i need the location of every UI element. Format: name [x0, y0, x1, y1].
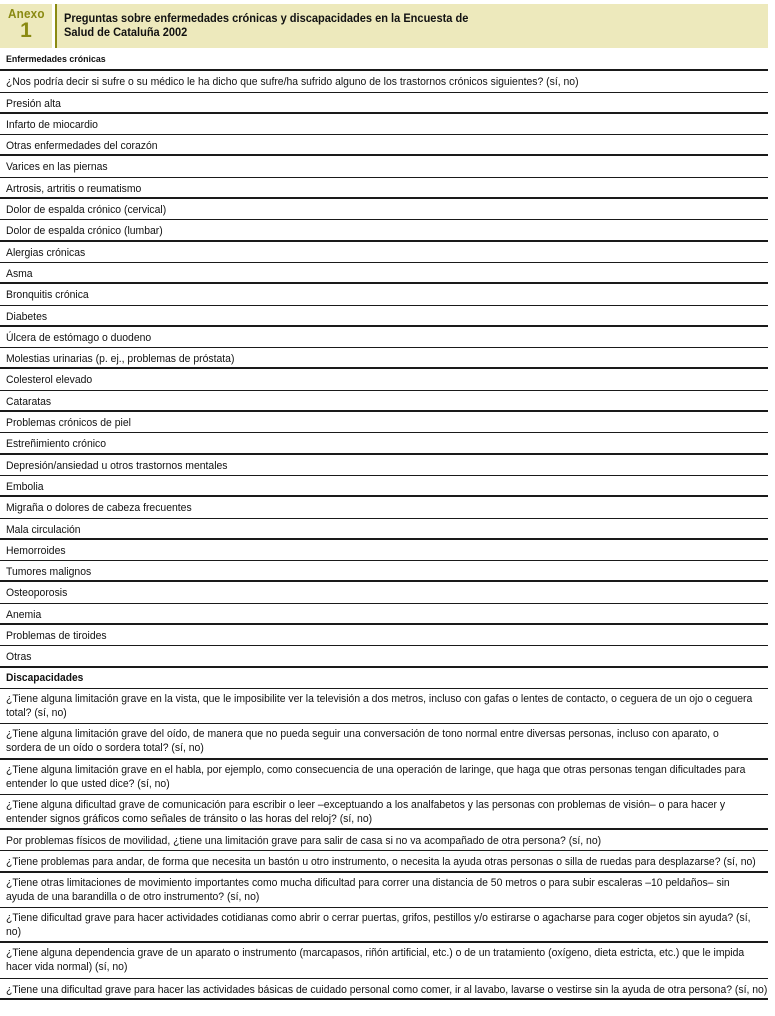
disability-item: ¿Tiene una dificultad grave para hacer las actividades básicas de cuidado personal como comer, ir al lavabo, lavarse o vestirse sin la ayuda de otra persona? (sí, no) — [0, 979, 768, 1000]
chronic-item: Úlcera de estómago o duodeno — [0, 327, 768, 348]
chronic-item: Bronquitis crónica — [0, 284, 768, 305]
chronic-item: Estreñimiento crónico — [0, 433, 768, 454]
disability-item: ¿Tiene problemas para andar, de forma que necesita un bastón u otro instrumento, o necesita la ayuda otras personas o silla de ruedas para desplazarse? (sí, no) — [0, 851, 768, 872]
chronic-item: Dolor de espalda crónico (cervical) — [0, 199, 768, 220]
chronic-item: Asma — [0, 263, 768, 284]
chronic-item: Colesterol elevado — [0, 369, 768, 390]
chronic-item: Otras enfermedades del corazón — [0, 135, 768, 156]
disability-item: ¿Tiene alguna dependencia grave de un aparato o instrumento (marcapasos, riñón artificial, etc.) o de un tratamiento (oxígeno, dieta estricta, etc.) que le impida hacer vida normal) (sí, no) — [0, 943, 768, 978]
annex-label: Anexo — [7, 6, 45, 21]
disability-item: ¿Tiene alguna limitación grave del oído, de manera que no pueda seguir una conversación de tono normal entre diversas personas, incluso con aparato, o sordera de un oído o sordera total? (sí, no) — [0, 724, 768, 759]
section-heading-chronic: Enfermedades crónicas — [0, 50, 768, 71]
annex-number: 1 — [20, 19, 32, 42]
chronic-item: Cataratas — [0, 391, 768, 412]
chronic-item: Varices en las piernas — [0, 156, 768, 177]
chronic-item: Mala circulación — [0, 519, 768, 540]
disability-item: ¿Tiene alguna limitación grave en el habla, por ejemplo, como consecuencia de una operación de laringe, que haga que otras personas tengan dificultades para entender lo que usted dice? (sí, no) — [0, 760, 768, 795]
disability-item: ¿Tiene alguna dificultad grave de comunicación para escribir o leer –exceptuando a los analfabetos y las personas con problemas de visión– o para hacer y entender signos gráficos como señales de tránsito o las horas del reloj? (sí, no) — [0, 795, 768, 830]
chronic-item: Molestias urinarias (p. ej., problemas de próstata) — [0, 348, 768, 369]
disability-item: Por problemas físicos de movilidad, ¿tiene una limitación grave para salir de casa si no va acompañado de otra persona? (sí, no) — [0, 830, 768, 851]
disability-item: ¿Tiene dificultad grave para hacer actividades cotidianas como abrir o cerrar puertas, grifos, pestillos y/o estirarse o agacharse para coger objetos sin ayuda? (sí, no) — [0, 908, 768, 943]
questions-table — [0, 50, 768, 1000]
chronic-item: Anemia — [0, 604, 768, 625]
chronic-item: Hemorroides — [0, 540, 768, 561]
chronic-item: Embolia — [0, 476, 768, 497]
section-heading-disabilities: Discapacidades — [0, 668, 768, 689]
disability-item: ¿Tiene otras limitaciones de movimiento importantes como mucha dificultad para correr una distancia de 50 metros o para subir escaleras –10 peldaños– sin ayuda de una barandilla o de otro instrumento? (sí, no) — [0, 873, 768, 908]
chronic-item: Depresión/ansiedad u otros trastornos mentales — [0, 455, 768, 476]
annex-title: Preguntas sobre enfermedades crónicas y discapacidades en la Encuesta de Salud de Cataluña 2002 — [64, 11, 469, 39]
chronic-item: Otras — [0, 646, 768, 667]
chronic-item: Migraña o dolores de cabeza frecuentes — [0, 497, 768, 518]
disability-item: ¿Tiene alguna limitación grave en la vista, que le imposibilite ver la televisión a dos metros, incluso con gafas o lentes de contacto, o ceguera de un ojo o ceguera total? (sí, no) — [0, 689, 768, 724]
chronic-item: Presión alta — [0, 93, 768, 114]
chronic-item: Tumores malignos — [0, 561, 768, 582]
annex-header — [0, 4, 768, 48]
chronic-item: Osteoporosis — [0, 582, 768, 603]
title-box — [55, 4, 768, 48]
chronic-item: Problemas de tiroides — [0, 625, 768, 646]
chronic-question: ¿Nos podría decir si sufre o su médico le ha dicho que sufre/ha sufrido alguno de los trastornos crónicos siguientes? (sí, no) — [0, 71, 768, 92]
chronic-item: Problemas crónicos de piel — [0, 412, 768, 433]
annex-badge — [0, 4, 52, 48]
chronic-item: Diabetes — [0, 306, 768, 327]
chronic-item: Artrosis, artritis o reumatismo — [0, 178, 768, 199]
chronic-item: Infarto de miocardio — [0, 114, 768, 135]
chronic-item: Dolor de espalda crónico (lumbar) — [0, 220, 768, 241]
chronic-item: Alergias crónicas — [0, 242, 768, 263]
